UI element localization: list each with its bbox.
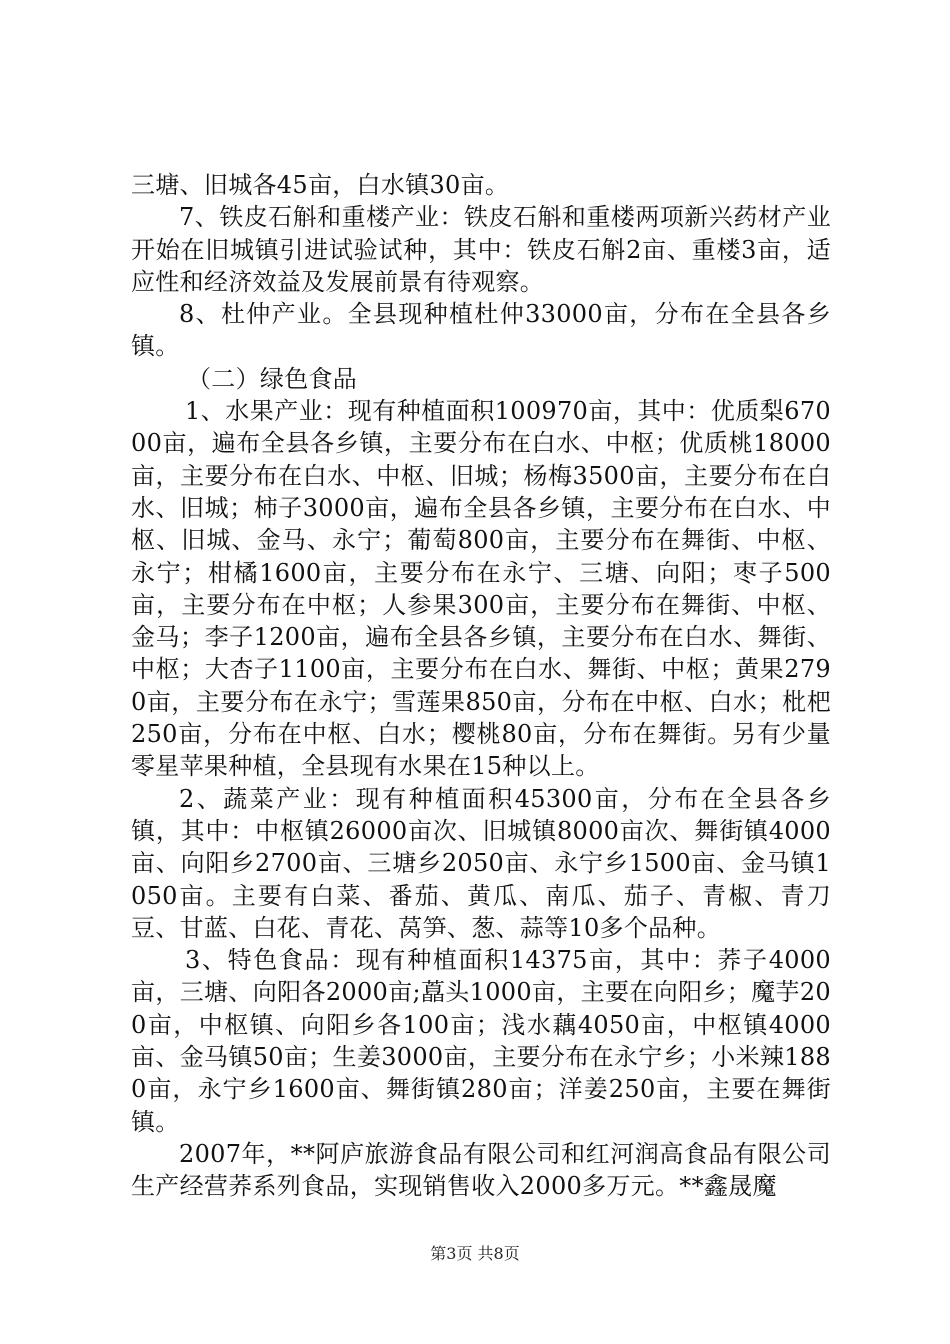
document-body [131, 169, 831, 1203]
paragraph-continuation: 三塘、旧城各45亩，白水镇30亩。 [131, 171, 510, 199]
page-footer: 第3页 共8页 [430, 1244, 520, 1263]
section-heading-green-food: （二）绿色食品 [187, 364, 358, 393]
paragraph-fruit-industry: 1、水果产业：现有种植面积100970亩，其中：优质梨67000亩，遍布全县各乡镇，主要分布在白水、中枢；优质桃18000亩，主要分布在白水、中枢、旧城；杨梅3500亩，主要分布在白水、旧城；柿子3000亩，遍布全县各乡镇，主要分布在白水、中枢、旧城、金马、永宁；葡萄800亩，主要分布在舞街、中枢、永宁；柑橘1600亩，主要分布在永宁、三塘、向阳；枣子500亩，主要分布在中枢；人参果300亩，主要分布在舞街、中枢、金马；李子1200亩，遍布全县各乡镇，主要分布在白水、舞街、中枢；大杏子1100亩，主要分布在白水、舞街、中枢；黄果2790亩，主要分布在永宁；雪莲果850亩，分布在中枢、白水；枇杷250亩，分布在中枢、白水；樱桃80亩，分布在舞街。另有少量零星苹果种植，全县现有水果在15种以上。 [131, 397, 831, 781]
paragraph-vegetable-industry: 2、蔬菜产业：现有种植面积45300亩，分布在全县各乡镇，其中：中枢镇26000亩次、旧城镇8000亩次、舞街镇4000亩、向阳乡2700亩、三塘乡2050亩、永宁乡1500亩、金马镇1050亩。主要有白菜、番茄、黄瓜、南瓜、茄子、青椒、青刀豆、甘蓝、白花、青花、莴笋、葱、蒜等10多个品种。 [131, 784, 831, 942]
paragraph-specialty-food: 3、特色食品：现有种植面积14375亩，其中：荞子4000亩，三塘、向阳各2000亩;藠头1000亩，主要在向阳乡；魔芋200亩，中枢镇、向阳乡各100亩；浅水藕4050亩，中枢镇4000亩、金马镇50亩；生姜3000亩，主要分布在永宁乡；小米辣1880亩，永宁乡1600亩、舞街镇280亩；洋姜250亩，主要在舞街镇。 [131, 946, 831, 1136]
paragraph-eucommia: 8、杜仲产业。全县现种植杜仲33000亩，分布在全县各乡镇。 [131, 300, 831, 361]
paragraph-dendrobium-paris: 7、铁皮石斛和重楼产业：铁皮石斛和重楼两项新兴药材产业开始在旧城镇引进试验试种，其中：铁皮石斛2亩、重楼3亩，适应性和经济效益及发展前景有待观察。 [131, 203, 831, 296]
paragraph-2007-companies: 2007年，**阿庐旅游食品有限公司和红河润高食品有限公司生产经营荞系列食品，实现销售收入2000多万元。**鑫晟魔 [131, 1139, 831, 1201]
